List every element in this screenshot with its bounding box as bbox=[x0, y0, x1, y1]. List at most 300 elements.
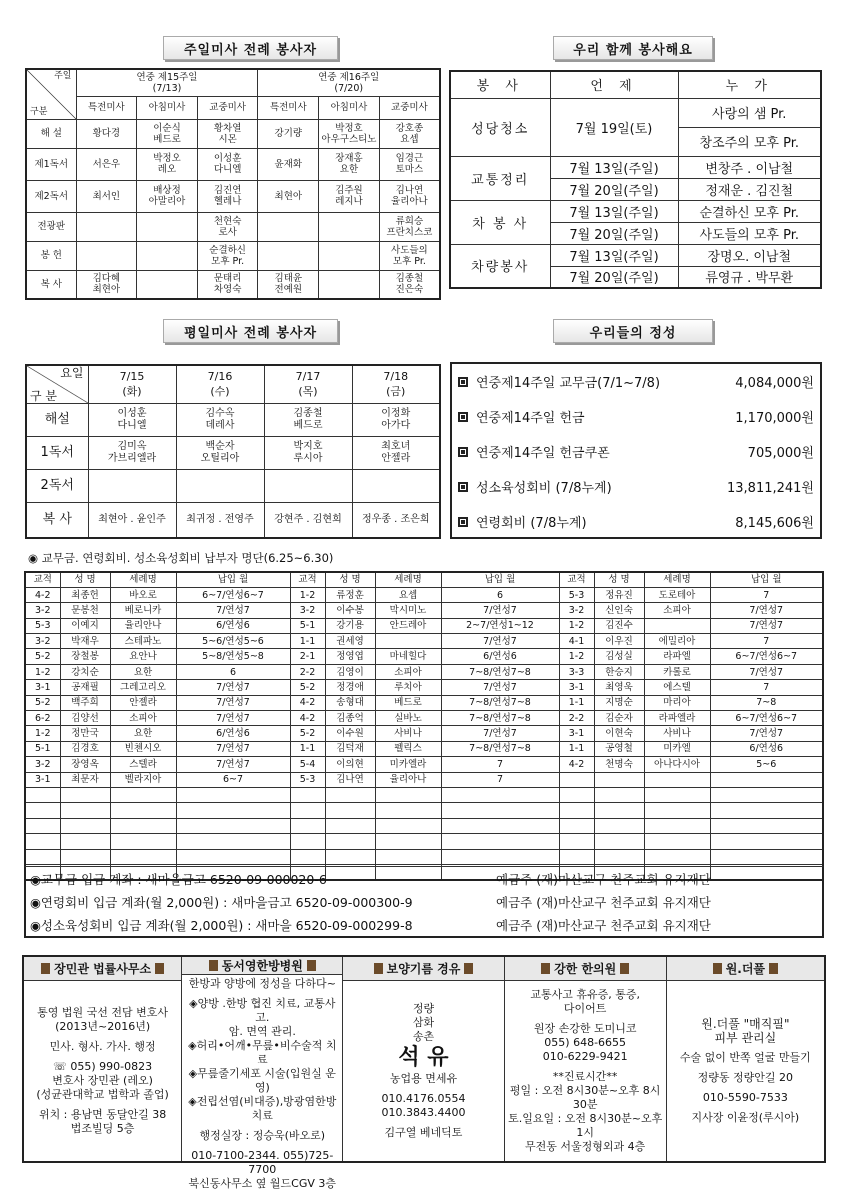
ad-line: 원장 손강한 도미니코 bbox=[533, 1022, 637, 1035]
payer-cell bbox=[594, 772, 644, 787]
payer-cell: 베드로 bbox=[375, 695, 441, 710]
ad-title-text: 강한 한의원 bbox=[554, 962, 617, 976]
accounts-box bbox=[24, 866, 824, 938]
sunday-cell: 황차열 시몬 bbox=[197, 119, 258, 148]
ad-line: 법조빌딩 5층 bbox=[70, 1122, 135, 1135]
payer-cell: 요한 bbox=[110, 664, 176, 679]
corner-bottom-label: 구분 bbox=[30, 106, 48, 117]
payer-cell: 2-1 bbox=[290, 649, 325, 664]
ad-line: ◈양방 .한방 협진 치료, 교통사고. bbox=[189, 997, 336, 1024]
sunday-cell: 김태윤 전예원 bbox=[258, 270, 319, 299]
payer-cell: 율리안나 bbox=[110, 618, 176, 633]
payer-cell bbox=[60, 834, 110, 849]
offering-item bbox=[452, 434, 820, 469]
weekday-cell: 최호녀 안젤라 bbox=[352, 436, 440, 469]
day-weekday: (금) bbox=[386, 385, 406, 399]
ad-line: ◈무릎줄기세포 시술(입원실 운영) bbox=[188, 1067, 336, 1094]
payer-cell: 7/연성7 bbox=[176, 680, 290, 695]
payer-cell bbox=[325, 787, 375, 802]
table-row bbox=[25, 664, 823, 679]
payer-cell bbox=[290, 849, 325, 864]
weekday-cell: 정우종 . 조은희 bbox=[352, 502, 440, 538]
payer-cell: 벨라지아 bbox=[110, 772, 176, 787]
weekday-corner-bottom: 구 분 bbox=[30, 388, 57, 403]
payer-cell: 류정훈 bbox=[325, 587, 375, 602]
ad-line: 010-6229-9421 bbox=[542, 1050, 628, 1063]
payer-cell: 3-2 bbox=[290, 603, 325, 618]
payer-cell: 6~7 bbox=[176, 772, 290, 787]
corner-top-label: 주일 bbox=[54, 71, 72, 81]
payer-cell bbox=[110, 818, 176, 833]
ad-line: 지사장 이윤정(루시아) bbox=[691, 1111, 800, 1124]
payer-cell: 5-1 bbox=[25, 741, 60, 756]
together-row bbox=[450, 98, 821, 127]
ads-bar bbox=[22, 955, 826, 1190]
sunday-cell bbox=[76, 212, 137, 241]
sunday-cell: 최서인 bbox=[76, 180, 137, 212]
weekday-cell bbox=[264, 469, 352, 502]
payer-cell bbox=[644, 849, 710, 864]
square-marker-icon bbox=[541, 963, 550, 974]
ad-line: 김구열 베네딕토 bbox=[384, 1126, 463, 1139]
payer-cell: 라파엘라 bbox=[644, 711, 710, 726]
square-marker-icon bbox=[209, 960, 218, 971]
payer-cell bbox=[25, 787, 60, 802]
payer-cell: 3-1 bbox=[559, 726, 594, 741]
payer-cell bbox=[325, 818, 375, 833]
payer-cell bbox=[710, 834, 823, 849]
payer-cell: 7 bbox=[710, 587, 823, 602]
offering-item bbox=[452, 504, 820, 539]
ad-line: 민사. 형사. 가사. 행정 bbox=[49, 1040, 156, 1053]
payer-cell: 이예지 bbox=[60, 618, 110, 633]
account-holder: 예금주 (재)마산교구 천주교회 유지재단 bbox=[496, 871, 711, 887]
bullet-icon bbox=[458, 377, 468, 387]
payer-cell: 7/연성7 bbox=[710, 603, 823, 618]
together-who: 정재운 . 김진철 bbox=[678, 178, 821, 200]
ad-line: 010.3843.4400 bbox=[381, 1106, 466, 1119]
weekday-cell bbox=[176, 469, 264, 502]
payer-cell: 김양선 bbox=[60, 711, 110, 726]
payer-cell: 송형대 bbox=[325, 695, 375, 710]
payer-cell: 미카엘라 bbox=[375, 757, 441, 772]
ad-line: 교통사고 휴유증, 통증, bbox=[530, 988, 640, 1001]
payer-cell: 5-2 bbox=[25, 695, 60, 710]
payer-cell: 7/연성7 bbox=[710, 664, 823, 679]
payer-cell: 4-2 bbox=[290, 695, 325, 710]
square-marker-icon bbox=[769, 963, 778, 974]
together-header-service: 봉 사 bbox=[450, 71, 550, 98]
payers-title: ◉ 교무금. 연령회비. 성소육성회비 납부자 명단(6.25~6.30) bbox=[28, 551, 334, 565]
ad-line: 010-5590-7533 bbox=[702, 1091, 788, 1104]
sunday-cell bbox=[319, 212, 380, 241]
offering-label: 연중제14주일 교무금(7/1~7/8) bbox=[476, 376, 661, 391]
offering-amount: 8,145,606원 bbox=[735, 516, 814, 531]
payer-cell: 빈첸시오 bbox=[110, 741, 176, 756]
sunday-cell: 김진연 헬레나 bbox=[197, 180, 258, 212]
payer-cell bbox=[290, 818, 325, 833]
weekday-row-label: 1독서 bbox=[26, 436, 88, 469]
ad-body bbox=[24, 981, 181, 1161]
payer-cell: 7~8/연성7~8 bbox=[441, 664, 559, 679]
payer-cell: 에밀리아 bbox=[644, 634, 710, 649]
mass-header: 교중미사 bbox=[197, 96, 258, 119]
offering-amount: 4,084,000원 bbox=[735, 376, 814, 391]
ad-box bbox=[505, 957, 667, 1161]
weekday-cell bbox=[88, 469, 176, 502]
payer-cell bbox=[375, 834, 441, 849]
square-marker-icon bbox=[307, 960, 316, 971]
payer-cell bbox=[176, 834, 290, 849]
payer-cell bbox=[290, 787, 325, 802]
payer-cell: 정영엽 bbox=[325, 649, 375, 664]
payers-header: 납입 월 bbox=[441, 572, 559, 587]
payer-cell: 1-2 bbox=[559, 649, 594, 664]
ad-line: 평일 : 오전 8시30분~오후 8시30분 bbox=[509, 1084, 661, 1111]
payer-cell: 5-3 bbox=[559, 587, 594, 602]
payers-header: 세례명 bbox=[375, 572, 441, 587]
payer-cell bbox=[25, 818, 60, 833]
payer-cell: 이우진 bbox=[594, 634, 644, 649]
payer-cell: 7/연성7 bbox=[176, 757, 290, 772]
day-date: 7/17 bbox=[295, 370, 321, 384]
sunday-cell: 류희승 프란치스코 bbox=[379, 212, 440, 241]
payer-cell: 1-2 bbox=[25, 664, 60, 679]
payer-cell: 6 bbox=[441, 587, 559, 602]
table-row bbox=[25, 587, 823, 602]
payer-cell: 김순자 bbox=[594, 711, 644, 726]
payer-cell bbox=[25, 849, 60, 864]
weekday-table bbox=[25, 364, 441, 539]
payer-cell bbox=[644, 834, 710, 849]
ad-body bbox=[505, 981, 666, 1161]
day-date: 7/16 bbox=[207, 370, 233, 384]
ad-line: (2013년~2016년) bbox=[55, 1020, 151, 1033]
payer-cell: 7 bbox=[441, 757, 559, 772]
sunday-cell: 박정호 아우구스티노 bbox=[319, 119, 380, 148]
payer-cell: 7 bbox=[710, 680, 823, 695]
sunday-cell bbox=[258, 241, 319, 270]
ad-line: 010-7100-2344. 055)725-7700 bbox=[191, 1149, 334, 1176]
payer-cell: 정경애 bbox=[325, 680, 375, 695]
account-info: ◉연령회비 입금 계좌(월 2,000원) : 새마을금고 6520-09-000300-9 bbox=[30, 894, 413, 910]
payer-cell: 이수원 bbox=[325, 726, 375, 741]
day-weekday: (목) bbox=[298, 385, 318, 399]
payer-cell: 바오로 bbox=[110, 587, 176, 602]
payer-cell: 미카엘 bbox=[644, 741, 710, 756]
payer-cell: 마네힐다 bbox=[375, 649, 441, 664]
payer-cell bbox=[375, 787, 441, 802]
sunday-cell bbox=[76, 241, 137, 270]
payer-cell: 강기용 bbox=[325, 618, 375, 633]
payer-cell: 7/연성7 bbox=[176, 695, 290, 710]
offering-label: 연중제14주일 헌금 bbox=[476, 411, 585, 426]
table-row bbox=[25, 649, 823, 664]
payer-cell: 김경호 bbox=[60, 741, 110, 756]
day-weekday: (화) bbox=[122, 385, 142, 399]
ad-title-text: 원.더풀 bbox=[725, 962, 766, 976]
ad-title bbox=[505, 957, 666, 981]
weekday-cell bbox=[352, 469, 440, 502]
payer-cell: 소피아 bbox=[110, 711, 176, 726]
together-who: 장명오. 이남철 bbox=[678, 244, 821, 266]
table-row bbox=[25, 711, 823, 726]
sunday-cell: 배상정 아말리아 bbox=[137, 180, 198, 212]
sunday-cell bbox=[319, 270, 380, 299]
payer-cell: 신인숙 bbox=[594, 603, 644, 618]
ad-title-text: 동서영한방병원 bbox=[221, 959, 303, 973]
payer-cell: 베로니카 bbox=[110, 603, 176, 618]
payer-cell: 도로테아 bbox=[644, 587, 710, 602]
payer-cell: 7~8/연성7~8 bbox=[441, 741, 559, 756]
table-row bbox=[25, 787, 823, 802]
payer-cell: 6~7/연성6~7 bbox=[710, 649, 823, 664]
week2-header: 연중 제16주일 (7/20) bbox=[258, 69, 440, 96]
ad-line: 송촌 bbox=[412, 1030, 435, 1043]
payer-cell: 아나다시아 bbox=[644, 757, 710, 772]
offering-item bbox=[452, 399, 820, 434]
payer-cell: 김영이 bbox=[325, 664, 375, 679]
payer-cell: 스테파노 bbox=[110, 634, 176, 649]
payer-cell: 7/연성7 bbox=[176, 741, 290, 756]
sunday-cell: 강기량 bbox=[258, 119, 319, 148]
ad-line: ◈전립선염(비대증),방광염한방치료 bbox=[188, 1095, 337, 1122]
sunday-cell: 사도들의 모후 Pr. bbox=[379, 241, 440, 270]
payer-cell: 최문자 bbox=[60, 772, 110, 787]
weekday-row bbox=[26, 436, 440, 469]
payer-cell bbox=[594, 849, 644, 864]
sunday-cell: 강호종 요셉 bbox=[379, 119, 440, 148]
mass-header: 특전미사 bbox=[76, 96, 137, 119]
sunday-row-label: 봉 헌 bbox=[26, 241, 76, 270]
weekday-cell: 김종철 베드로 bbox=[264, 403, 352, 436]
payer-cell bbox=[710, 818, 823, 833]
payer-cell: 루치아 bbox=[375, 680, 441, 695]
payer-cell: 소피아 bbox=[644, 603, 710, 618]
payer-cell bbox=[176, 803, 290, 818]
payer-cell bbox=[559, 834, 594, 849]
table-row bbox=[25, 834, 823, 849]
sunday-row bbox=[26, 180, 440, 212]
sunday-cell bbox=[137, 212, 198, 241]
ad-title-text: 장민관 법률사무소 bbox=[54, 962, 152, 976]
payer-cell bbox=[594, 834, 644, 849]
payer-cell: 그레고리오 bbox=[110, 680, 176, 695]
sunday-cell: 임경근 토마스 bbox=[379, 148, 440, 180]
payer-cell: 4-2 bbox=[25, 587, 60, 602]
payers-header: 세례명 bbox=[644, 572, 710, 587]
offering-amount: 705,000원 bbox=[747, 446, 814, 461]
payer-cell bbox=[710, 787, 823, 802]
weekday-day-header bbox=[176, 365, 264, 403]
weekday-row-label: 복 사 bbox=[26, 502, 88, 538]
payer-cell bbox=[25, 803, 60, 818]
table-row bbox=[25, 726, 823, 741]
payer-cell: 펠릭스 bbox=[375, 741, 441, 756]
ad-line: 삼화 bbox=[412, 1016, 435, 1029]
payer-cell: 7/연성7 bbox=[441, 726, 559, 741]
payer-cell: 김성실 bbox=[594, 649, 644, 664]
payer-cell: 이의현 bbox=[325, 757, 375, 772]
payer-cell bbox=[559, 849, 594, 864]
ad-box bbox=[343, 957, 504, 1161]
together-header-who: 누 가 bbox=[678, 71, 821, 98]
day-weekday: (수) bbox=[210, 385, 230, 399]
ad-line: 다이어트 bbox=[563, 1002, 607, 1015]
account-row bbox=[26, 890, 822, 913]
mass-header: 아침미사 bbox=[137, 96, 198, 119]
week1-header: 연중 제15주일 (7/13) bbox=[76, 69, 258, 96]
payer-cell: 장철봉 bbox=[60, 649, 110, 664]
payer-cell: 1-2 bbox=[25, 726, 60, 741]
payer-cell bbox=[559, 787, 594, 802]
payer-cell: 최영욱 bbox=[594, 680, 644, 695]
payer-cell: 4-2 bbox=[559, 757, 594, 772]
payer-cell bbox=[290, 834, 325, 849]
table-row bbox=[25, 741, 823, 756]
together-title: 우리 함께 봉사해요 bbox=[553, 36, 713, 60]
payer-cell bbox=[375, 849, 441, 864]
payer-cell bbox=[644, 787, 710, 802]
payer-cell: 장영옥 bbox=[60, 757, 110, 772]
payer-cell: 1-2 bbox=[290, 587, 325, 602]
weekday-row bbox=[26, 502, 440, 538]
payer-cell: 5~6/연성5~6 bbox=[176, 634, 290, 649]
payer-cell: 5-3 bbox=[25, 618, 60, 633]
weekday-day-header bbox=[88, 365, 176, 403]
weekday-cell: 백순자 오틸리아 bbox=[176, 436, 264, 469]
payer-cell: 2-2 bbox=[290, 664, 325, 679]
sunday-row bbox=[26, 119, 440, 148]
payers-header: 납입 월 bbox=[710, 572, 823, 587]
sunday-cell: 김나연 율리아나 bbox=[379, 180, 440, 212]
payer-cell: 김나연 bbox=[325, 772, 375, 787]
sunday-cell: 김다혜 최현아 bbox=[76, 270, 137, 299]
ad-line: 정량 bbox=[412, 1002, 435, 1015]
square-marker-icon bbox=[464, 963, 473, 974]
ad-line: 암. 면역 관리. bbox=[228, 1025, 296, 1038]
payer-cell: 1-1 bbox=[290, 634, 325, 649]
payer-cell: 요한 bbox=[110, 726, 176, 741]
payer-cell: 3-1 bbox=[25, 772, 60, 787]
sunday-cell: 이순식 베드로 bbox=[137, 119, 198, 148]
bullet-icon bbox=[458, 482, 468, 492]
payers-header: 세례명 bbox=[110, 572, 176, 587]
payer-cell: 5~8/연성5~8 bbox=[176, 649, 290, 664]
payer-cell: 6/연성6 bbox=[176, 726, 290, 741]
day-date: 7/15 bbox=[119, 370, 145, 384]
sunday-row bbox=[26, 270, 440, 299]
payer-cell: 지명순 bbox=[594, 695, 644, 710]
payer-cell: 문봉천 bbox=[60, 603, 110, 618]
together-when: 7월 13일(주일) bbox=[550, 200, 678, 222]
weekday-row-label: 2독서 bbox=[26, 469, 88, 502]
payer-cell: 공영철 bbox=[594, 741, 644, 756]
sunday-row bbox=[26, 212, 440, 241]
sunday-cell: 김주원 레지나 bbox=[319, 180, 380, 212]
weekday-cell: 김수옥 데레사 bbox=[176, 403, 264, 436]
payer-cell bbox=[441, 818, 559, 833]
payer-cell: 7 bbox=[441, 772, 559, 787]
payer-cell bbox=[594, 803, 644, 818]
weekday-corner-top: 요일 bbox=[60, 366, 84, 380]
payer-cell: 한승지 bbox=[594, 664, 644, 679]
together-who: 사도들의 모후 Pr. bbox=[678, 222, 821, 244]
payer-cell: 3-3 bbox=[559, 664, 594, 679]
sunday-cell bbox=[319, 241, 380, 270]
square-marker-icon bbox=[155, 963, 164, 974]
sunday-row-label: 제2독서 bbox=[26, 180, 76, 212]
payer-cell: 박재우 bbox=[60, 634, 110, 649]
offering-item bbox=[452, 364, 820, 399]
payer-cell: 김덕재 bbox=[325, 741, 375, 756]
sunday-cell bbox=[137, 270, 198, 299]
table-row bbox=[25, 634, 823, 649]
payer-cell: 사비나 bbox=[375, 726, 441, 741]
payer-cell: 5-2 bbox=[290, 680, 325, 695]
together-row bbox=[450, 244, 821, 266]
payer-cell: 사비나 bbox=[644, 726, 710, 741]
payer-cell bbox=[644, 803, 710, 818]
payer-cell: 3-2 bbox=[25, 634, 60, 649]
payer-cell: 요안나 bbox=[110, 649, 176, 664]
ad-line: ☏ 055) 990-0823 bbox=[53, 1060, 153, 1073]
payer-cell bbox=[559, 818, 594, 833]
payer-cell: 2-2 bbox=[559, 711, 594, 726]
payer-cell: 1-2 bbox=[559, 618, 594, 633]
together-header-when: 언 제 bbox=[550, 71, 678, 98]
ad-line: ◈허리•어깨•무릎•비수술적 치료 bbox=[188, 1039, 337, 1066]
payer-cell: 정만국 bbox=[60, 726, 110, 741]
payer-cell bbox=[559, 803, 594, 818]
sunday-row-label: 전광판 bbox=[26, 212, 76, 241]
payer-cell bbox=[110, 803, 176, 818]
square-marker-icon bbox=[713, 963, 722, 974]
ad-line: 원.더풀 "매직필" bbox=[701, 1017, 790, 1031]
offering-amount: 13,811,241원 bbox=[727, 481, 814, 496]
payer-cell bbox=[325, 803, 375, 818]
payer-cell: 4-2 bbox=[290, 711, 325, 726]
sunday-cell: 박정오 레오 bbox=[137, 148, 198, 180]
ad-line: 수술 없이 반쪽 얼굴 만들기 bbox=[679, 1051, 811, 1064]
payer-cell: 6~7/연성6~7 bbox=[176, 587, 290, 602]
payer-cell: 카롤로 bbox=[644, 664, 710, 679]
ad-line: 북신동사무소 옆 월드CGV 3층 bbox=[188, 1177, 337, 1190]
ad-body bbox=[182, 975, 342, 1193]
ad-title bbox=[182, 957, 342, 975]
payer-cell: 권세영 bbox=[325, 634, 375, 649]
together-when: 7월 13일(주일) bbox=[550, 244, 678, 266]
ad-line: (성균관대학교 법학과 졸업) bbox=[36, 1088, 169, 1101]
account-holder: 예금주 (재)마산교구 천주교회 유지재단 bbox=[496, 917, 711, 933]
payer-cell bbox=[325, 834, 375, 849]
payer-cell bbox=[110, 849, 176, 864]
offering-amount: 1,170,000원 bbox=[735, 411, 814, 426]
payer-cell bbox=[176, 849, 290, 864]
ad-line: 행정실장 : 정승욱(바오로) bbox=[199, 1129, 326, 1142]
payer-cell bbox=[25, 834, 60, 849]
offerings-box bbox=[450, 362, 822, 539]
weekday-row bbox=[26, 403, 440, 436]
ad-line: 피부 관리실 bbox=[714, 1031, 777, 1045]
payer-cell: 마리아 bbox=[644, 695, 710, 710]
sunday-cell bbox=[137, 241, 198, 270]
account-info: ◉성소육성회비 입금 계좌(월 2,000원) : 새마을 6520-09-000299-8 bbox=[30, 917, 413, 933]
weekday-cell: 강현주 . 김현희 bbox=[264, 502, 352, 538]
ad-title bbox=[667, 957, 824, 981]
offering-label: 성소육성회비 (7/8누계) bbox=[476, 481, 612, 496]
payer-cell bbox=[594, 818, 644, 833]
